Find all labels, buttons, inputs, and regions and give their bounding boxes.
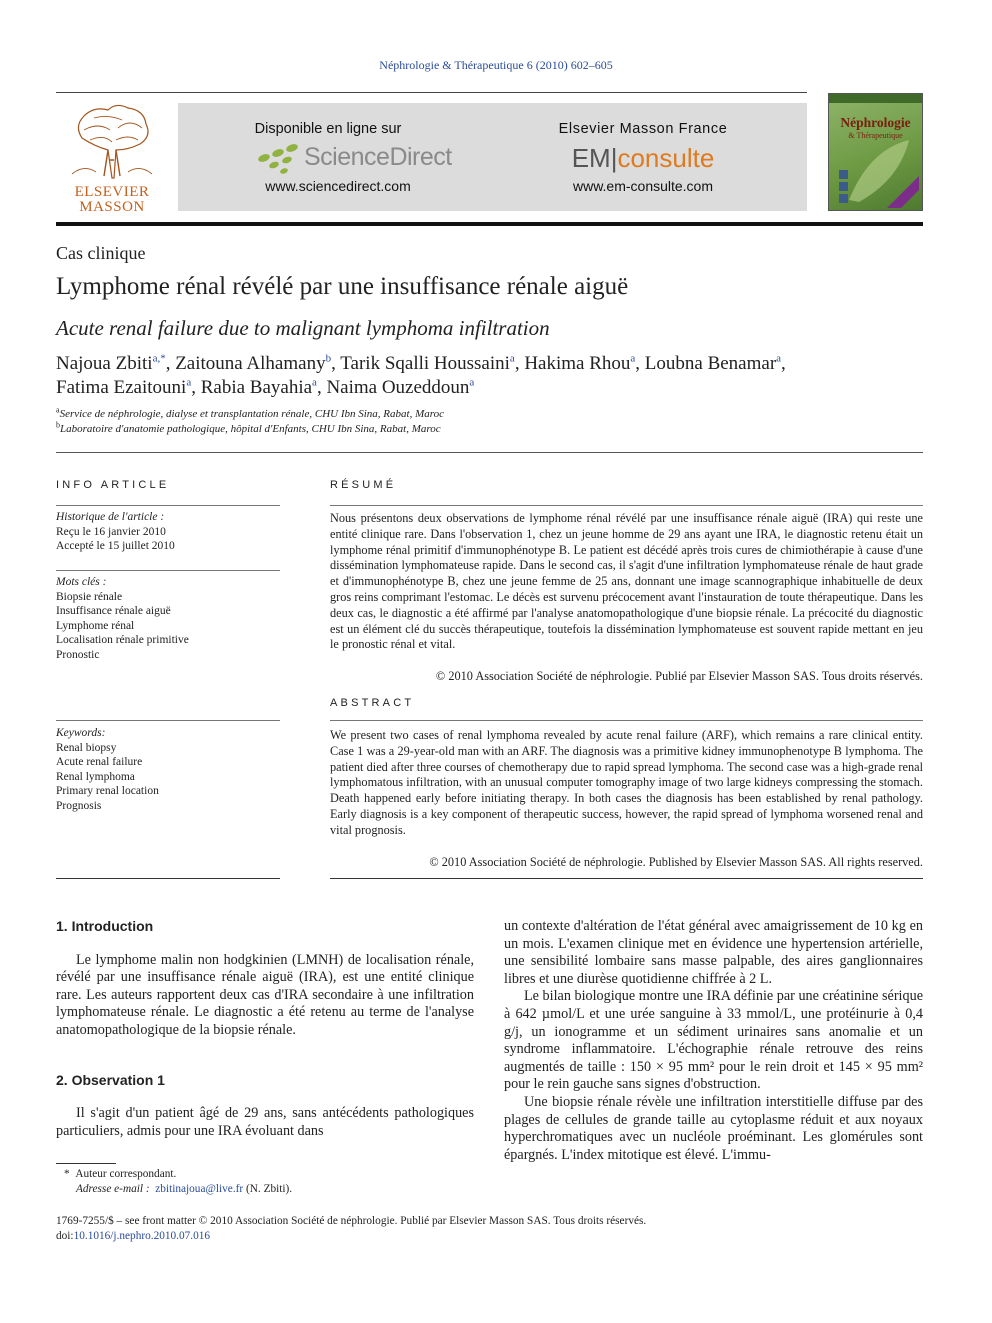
affiliation-b-marker: b bbox=[56, 420, 60, 430]
introduction-text: Le lymphome malin non hodgkinien (LMNH) de localisation rénale, révélé par une insuffisance rénale aiguë (IRA), est une entité clinique rare. Les auteurs rapportent deux cas d'IRA secondaire à une infiltration lymphomateuse rénale. Le diagnostic a été retenu au terme de l'analyse anatomopathologique de la biopsie rénale. bbox=[56, 951, 474, 1038]
cover-top-band bbox=[829, 94, 922, 103]
author-affiliation-link[interactable]: a bbox=[776, 352, 782, 365]
body-left-column bbox=[56, 918, 474, 1140]
article-title: Lymphome rénal révélé par une insuffisance rénale aiguë bbox=[56, 273, 629, 300]
article-subtitle: Acute renal failure due to malignant lymphoma infiltration bbox=[56, 316, 550, 340]
keywords-title: Keywords: bbox=[56, 727, 106, 739]
email-link[interactable]: zbitinajoua@live.fr bbox=[155, 1183, 244, 1195]
mot-cle: Pronostic bbox=[56, 648, 100, 661]
keyword: Prognosis bbox=[56, 799, 102, 812]
sciencedirect-brand[interactable] bbox=[256, 141, 456, 177]
author-name: Rabia Bayahia bbox=[200, 377, 313, 398]
introduction-heading: 1. Introduction bbox=[56, 918, 154, 934]
author-line-1 bbox=[56, 352, 936, 376]
affiliation-a-text: Service de néphrologie, dialyse et transplantation rénale, CHU Ibn Sina, Rabat, Maroc bbox=[59, 408, 444, 420]
affiliation-a bbox=[56, 405, 444, 420]
sciencedirect-dots-icon bbox=[256, 141, 306, 175]
keyword: Acute renal failure bbox=[56, 756, 143, 768]
author-affiliation-link[interactable]: a bbox=[630, 352, 636, 365]
keyword: Primary renal location bbox=[56, 785, 159, 797]
journal-reference[interactable]: Néphrologie & Thérapeutique 6 (2010) 602–605 bbox=[379, 58, 613, 72]
abstract-divider-bottom bbox=[330, 878, 923, 879]
sciencedirect-url[interactable]: www.sciencedirect.com bbox=[265, 178, 411, 194]
body-paragraph: un contexte d'altération de l'état général avec amaigrissement de 10 kg en un mois. L'examen clinique met en évidence une hypertension artérielle, une sensibilité lombaire sans masse palpable, des aires ganglionnaires libres et une diurèse quotidienne chiffrée à 2 L. bbox=[504, 918, 923, 987]
sciencedirect-available-label: Disponible en ligne sur bbox=[254, 121, 402, 137]
article-type: Cas clinique bbox=[56, 243, 146, 263]
author-separator: , bbox=[316, 377, 327, 398]
observation-heading: 2. Observation 1 bbox=[56, 1071, 165, 1088]
history-accepted: Accepté le 15 juillet 2010 bbox=[56, 540, 175, 552]
mots-cles-title: Mots clés : bbox=[56, 576, 107, 588]
email-label: Adresse e-mail : bbox=[76, 1183, 150, 1195]
body-paragraph: Une biopsie rénale révèle une infiltration interstitielle diffuse par des plages de cellules de grande taille au cytoplasme réduit et aux noyaux hyperchromatiques avec un nucléole proéminant. Les glomérules sont épargnés. L'index mitotique est élevé. L'immu- bbox=[504, 1093, 923, 1163]
mot-cle: Localisation rénale primitive bbox=[56, 634, 189, 646]
history-title: Historique de l'article : bbox=[56, 511, 165, 523]
author-name: Hakima Rhou bbox=[524, 353, 631, 374]
info-divider-1 bbox=[56, 505, 280, 506]
affiliation-divider bbox=[56, 452, 923, 453]
article-history bbox=[56, 510, 280, 554]
abstract-text: We present two cases of renal lymphoma revealed by acute renal failure (ARF), which remains a rare clinical entity. Case 1 was a 29-year-old man with an ARF. The diagnosis was a primitive kidney immunophenotype B lymphoma. The patient died after three courses of chemotherapy due to rapid spread lymphoma. The second case was a high-grade renal lymphomatous infiltration, with an unusual computer tomography image of two large kidneys compressing the stomach. Death happened early before initiating therapy. In both cases the diagnosis has been established by renal pathology. Early diagnosis is a key component of therapeutic success, however, the rapid spread of lymphoma worsened renal and vital prognosis. bbox=[330, 728, 923, 837]
affiliation-b-text: Laboratoire d'anatomie pathologique, hôpital d'Enfants, CHU Ibn Sina, Rabat, Maroc bbox=[60, 423, 441, 435]
author-line-2 bbox=[56, 376, 936, 400]
author-separator: , bbox=[635, 353, 645, 374]
email-owner: (N. Zbiti). bbox=[246, 1183, 293, 1195]
em-consulte-url[interactable]: www.em-consulte.com bbox=[572, 178, 714, 194]
em-consulte-divider: | bbox=[610, 143, 618, 173]
cover-subtitle: & Thérapeutique bbox=[848, 131, 903, 140]
resume-label: RÉSUMÉ bbox=[330, 479, 397, 491]
author-affiliation-link[interactable]: a bbox=[509, 352, 515, 365]
journal-cover[interactable] bbox=[828, 93, 923, 211]
info-divider-2 bbox=[56, 570, 280, 571]
keyword: Renal biopsy bbox=[56, 741, 117, 754]
keywords bbox=[56, 726, 280, 813]
resume-copyright: © 2010 Association Société de néphrologie. Publié par Elsevier Masson SAS. Tous droits réservés. bbox=[435, 669, 923, 683]
em-consulte-available-label: Elsevier Masson France bbox=[558, 121, 728, 137]
resume-text: Nous présentons deux observations de lymphome rénal révélé par une insuffisance rénale aiguë (IRA) qui reste une entité clinique rare. Dans l'observation 1, chez un jeune homme de 29 ans ayant une IRA, le diagnostic retenu était un lymphome rénal primitif d'immunophénotype B. Le patient est décédé après trois cures de chimiothérapie à cause d'une dissémination lymphomateuse rapide. Dans le second cas, il s'agit d'une infiltration lymphomateuse rénale de haut grade et d'immunophénotype B, chez une jeune femme de 25 ans, donnant une image scannographique inhabituelle de deux gros reins comprimant l'estomac. Le décès est survenu précocement avant l'instauration de toute thérapeutique. Dans les deux cas, le diagnostic a été affirmé par l'analyse anatomopathologique d'une biopsie rénale. La précocité du diagnostic est un élément clé du succès thérapeutique, toutefois la dissémination lymphomateuse est souvent rapide mettant en jeu le pronostic rénal et vital. bbox=[330, 511, 923, 652]
em-consulte-rest: consulte bbox=[617, 143, 715, 173]
author-name: Tarik Sqalli Houssaini bbox=[340, 353, 510, 374]
affiliation-b bbox=[56, 420, 441, 435]
author-affiliation-link[interactable]: a bbox=[186, 376, 192, 389]
mots-cles bbox=[56, 575, 280, 662]
footnote-divider bbox=[56, 1163, 116, 1164]
author-name: Najoua Zbiti bbox=[56, 353, 153, 374]
body-paragraph: Le bilan biologique montre une IRA définie par une créatinine sérique à 642 µmol/L et une urée sanguine à 33 mmol/L, une protéinurie à 0,4 g/j, un ionogramme et un sédiment urinaires sans anomalie et un syndrome inflammatoire. L'échographie rénale retrouve des reins augmentés de taille : 150 × 95 mm² pour le rein droit et 145 × 95 mm² pour le rein gauche sans signes d'obstruction. bbox=[504, 988, 923, 1093]
em-consulte-brand[interactable] bbox=[538, 143, 748, 173]
history-received: Reçu le 16 janvier 2010 bbox=[56, 525, 166, 538]
elsevier-masson-logo bbox=[64, 100, 160, 215]
issn-line: 1769-7255/$ – see front matter © 2010 Association Société de néphrologie. Publié par Elsevier Masson SAS. Tous droits réservés. bbox=[56, 1215, 647, 1227]
mot-cle: Biopsie rénale bbox=[56, 590, 123, 603]
sciencedirect-wordmark: ScienceDirect bbox=[304, 143, 452, 171]
author-separator: , bbox=[514, 353, 525, 374]
doi-label: doi: bbox=[56, 1230, 74, 1242]
footnote-corresponding bbox=[64, 1168, 176, 1180]
elsevier-tree-icon bbox=[64, 100, 160, 180]
cover-leaf-icon bbox=[829, 130, 922, 210]
author-list bbox=[56, 352, 936, 400]
mot-cle: Insuffisance rénale aiguë bbox=[56, 605, 171, 617]
author-name: Fatima Ezaitouni bbox=[56, 377, 187, 398]
author-separator: , bbox=[781, 353, 786, 374]
author-affiliation-link[interactable]: b bbox=[325, 352, 332, 365]
author-affiliation-link[interactable]: a bbox=[312, 376, 317, 389]
footnote-email bbox=[76, 1183, 292, 1195]
info-divider-3 bbox=[56, 720, 280, 721]
keyword: Renal lymphoma bbox=[56, 770, 135, 783]
doi-line bbox=[56, 1229, 646, 1244]
doi-link[interactable]: 10.1016/j.nephro.2010.07.016 bbox=[73, 1230, 211, 1242]
author-separator: , bbox=[331, 353, 341, 374]
availability-banner bbox=[178, 103, 807, 211]
footnote-corresponding-text: Auteur correspondant. bbox=[75, 1168, 177, 1180]
cover-title: Néphrologie bbox=[840, 115, 911, 130]
bottom-copyright bbox=[56, 1214, 646, 1244]
mot-cle: Lymphome rénal bbox=[56, 619, 135, 632]
header-divider bbox=[56, 92, 807, 93]
abstract-label: ABSTRACT bbox=[330, 697, 415, 709]
author-name: Loubna Benamar bbox=[644, 353, 777, 374]
abstract-copyright: © 2010 Association Société de néphrologie. Published by Elsevier Masson SAS. All rights reserved. bbox=[429, 855, 923, 869]
author-name: Naima Ouzeddoun bbox=[326, 377, 470, 398]
author-separator: , bbox=[191, 377, 201, 398]
affiliation-a-marker: a bbox=[56, 405, 60, 415]
author-separator: , bbox=[165, 353, 176, 374]
header-thick-divider bbox=[56, 222, 923, 226]
abstract-divider bbox=[330, 720, 923, 721]
author-name: Zaitouna Alhamany bbox=[175, 353, 326, 374]
info-divider-bottom bbox=[56, 878, 280, 879]
footnote-star: * bbox=[64, 1168, 70, 1180]
em-consulte-em: EM bbox=[571, 143, 611, 173]
body-right-column bbox=[504, 918, 923, 1164]
author-affiliation-link[interactable]: a bbox=[469, 376, 475, 389]
resume-divider bbox=[330, 505, 923, 506]
author-affiliation-link[interactable]: a,* bbox=[152, 352, 166, 365]
observation-text: Il s'agit d'un patient âgé de 29 ans, sans antécédents pathologiques particuliers, admis pour une IRA évoluant dans bbox=[56, 1105, 474, 1139]
info-article-label: INFO ARTICLE bbox=[56, 479, 170, 491]
elsevier-logo-text: ELSEVIER MASSON bbox=[74, 184, 150, 215]
